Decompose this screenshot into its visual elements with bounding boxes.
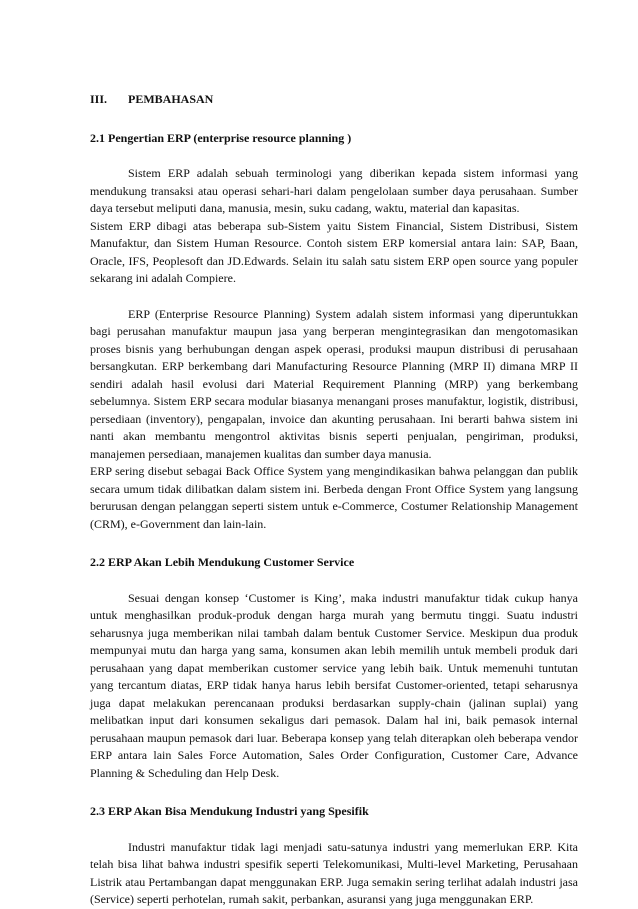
document-body	[90, 91, 578, 909]
spacer	[90, 533, 578, 554]
spacer	[90, 821, 578, 839]
paragraph: ERP (Enterprise Resource Planning) System adalah sistem informasi yang diperuntukkan bagi perusahan manufaktur maupun jasa yang berperan mengintegrasikan dan mengotomasikan proses bisnis yang berhubungan dengan aspek operasi, produksi maupun distribusi di perusahaan bersangkutan. ERP berkembang dari Manufacturing Resource Planning (MRP II) dimana MRP II sendiri adalah hasil evolusi dari Material Requirement Planning (MRP) yang berkembang sebelumnya. Sistem ERP secara modular biasanya menangani proses manufaktur, logistik, distribusi, persediaan (inventory), pengapalan, invoice dan akunting perusahaan. Ini berarti bahwa sistem ini nanti akan membantu mengontrol aktivitas bisnis seperti penjualan, pengiriman, produksi, manajemen persediaan, manajemen kualitas dan sumber daya manusia.	[90, 306, 578, 461]
spacer	[90, 572, 578, 590]
section-heading: 2.2 ERP Akan Lebih Mendukung Customer Service	[90, 555, 355, 569]
paragraph: Sistem ERP dibagi atas beberapa sub-Sistem yaitu Sistem Financial, Sistem Distribusi, Sistem Manufaktur, dan Sistem Human Resource. Contoh sistem ERP komersial antara lain: SAP, Baan, Oracle, IFS, Peoplesoft dan JD.Edwards. Selain itu salah satu sistem ERP open source yang populer sekarang ini adalah Compiere.	[90, 218, 578, 285]
section-2-1	[90, 130, 578, 534]
chapter-heading	[90, 91, 578, 109]
spacer	[90, 147, 578, 165]
section-heading: 2.3 ERP Akan Bisa Mendukung Industri yang Spesifik	[90, 804, 369, 818]
section-2-2	[90, 554, 578, 782]
paragraph: Sistem ERP adalah sebuah terminologi yang diberikan kepada sistem informasi yang mendukung transaksi atau operasi sehari-hari dalam pengelolaan sumber daya perusahaan. Sumber daya tersebut meliputi dana, manusia, mesin, suku cadang, waktu, material dan kapasitas.	[90, 166, 578, 215]
paragraph: ERP sering disebut sebagai Back Office System yang mengindikasikan bahwa pelanggan dan publik secara umum tidak dilibatkan dalam sistem ini. Berbeda dengan Front Office System yang langsung berurusan dengan pelanggan seperti sistem untuk e-Commerce, Costumer Relationship Management (CRM), e-Government dan lain-lain.	[90, 464, 578, 531]
section-2-3	[90, 803, 578, 909]
chapter-number: III.	[90, 92, 108, 106]
section-heading: 2.1 Pengertian ERP (enterprise resource planning )	[90, 130, 352, 145]
chapter-title: PEMBAHASAN	[128, 92, 214, 106]
spacer	[90, 288, 578, 306]
paragraph: Industri manufaktur tidak lagi menjadi satu-satunya industri yang memerlukan ERP. Kita telah bisa lihat bahwa industri spesifik seperti Telekomunikasi, Multi-level Marketing, Perusahaan Listrik atau Pertambangan dapat menggunakan ERP. Juga semakin sering terlihat adalah industri jasa (Service) seperti perhotelan, rumah sakit, perbankan, asuransi yang juga menggunakan ERP.	[90, 839, 578, 906]
spacer	[90, 782, 578, 803]
paragraph: Sesuai dengan konsep ‘Customer is King’, maka industri manufaktur tidak cukup hanya untuk menghasilkan produk-produk dengan harga murah yang bermutu tinggi. Suatu industri seharusnya juga memberikan nilai tambah dalam bentuk Customer Service. Meskipun dua produk mempunyai mutu dan harga yang sama, konsumen akan lebih memilih untuk membeli produk dari perusahaan yang dapat memberikan customer service yang lebih baik. Untuk memenuhi tuntutan yang tercantum diatas, ERP tidak hanya harus lebih bersifat Customer-oriented, tetapi seharusnya juga dapat melakukan perencanaan produksi berdasarkan supply-chain (jalinan suplai) yang melibatkan input dari konsumen sekaligus dari pemasok. Dalam hal ini, baik pemasok internal perusahaan maupun pemasok dari luar. Beberapa konsep yang telah diterapkan oleh beberapa vendor ERP antara lain Sales Force Automation, Sales Order Configuration, Customer Care, Advance Planning & Scheduling dan Help Desk.	[90, 590, 578, 780]
spacer	[90, 109, 578, 130]
